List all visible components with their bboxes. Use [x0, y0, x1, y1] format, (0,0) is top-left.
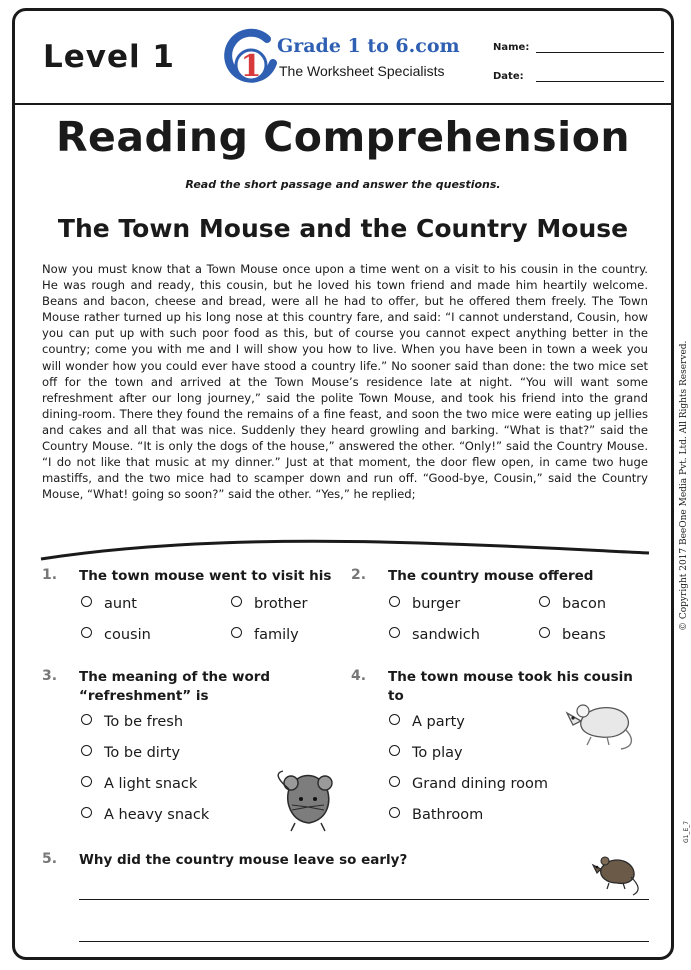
- option-label: bacon: [562, 596, 607, 612]
- radio-button[interactable]: [539, 627, 550, 638]
- level-label: Level 1: [43, 39, 175, 75]
- radio-button[interactable]: [81, 714, 92, 725]
- name-line[interactable]: [536, 52, 664, 53]
- question-5-number: 5.: [42, 851, 58, 867]
- radio-button[interactable]: [81, 627, 92, 638]
- worksheet-code: [679, 820, 691, 853]
- option-label: To be fresh: [104, 714, 184, 730]
- option-label: cousin: [104, 627, 151, 643]
- logo-subtitle: The Worksheet Specialists: [279, 63, 445, 79]
- name-field[interactable]: [493, 42, 529, 53]
- radio-button[interactable]: [81, 776, 92, 787]
- page-title: Reading Comprehension: [55, 113, 631, 161]
- question-2-option[interactable]: [539, 627, 606, 643]
- wavy-divider: [39, 537, 651, 563]
- story-title: The Town Mouse and the Country Mouse: [57, 214, 629, 243]
- option-label: Bathroom: [412, 807, 484, 823]
- radio-button[interactable]: [231, 627, 242, 638]
- option-label: burger: [412, 596, 461, 612]
- question-2-number: 2.: [351, 567, 367, 583]
- copyright-notice: [679, 340, 691, 711]
- radio-button[interactable]: [389, 714, 400, 725]
- question-4-option[interactable]: [389, 807, 483, 823]
- question-2-option[interactable]: [389, 627, 480, 643]
- date-label: Date:: [493, 71, 524, 82]
- option-label: A party: [412, 714, 465, 730]
- answer-line[interactable]: [79, 941, 649, 942]
- radio-button[interactable]: [389, 807, 400, 818]
- option-label: Grand dining room: [412, 776, 549, 792]
- option-label: beans: [562, 627, 606, 643]
- radio-button[interactable]: [389, 627, 400, 638]
- question-3-option[interactable]: [81, 776, 197, 792]
- option-label: To be dirty: [104, 745, 181, 761]
- question-3-option[interactable]: [81, 714, 183, 730]
- option-label: sandwich: [412, 627, 480, 643]
- question-1-option[interactable]: [231, 627, 299, 643]
- worksheet-header: [15, 11, 671, 105]
- question-5-text: Why did the country mouse leave so early?: [79, 852, 408, 868]
- radio-button[interactable]: [389, 745, 400, 756]
- question-2-text: The country mouse offered: [388, 568, 594, 584]
- question-1-option[interactable]: [81, 627, 151, 643]
- question-3-option[interactable]: [81, 745, 180, 761]
- grade-logo-icon: [223, 29, 283, 91]
- radio-button[interactable]: [81, 596, 92, 607]
- option-label: family: [254, 627, 299, 643]
- question-4-option[interactable]: [389, 714, 465, 730]
- date-field[interactable]: [493, 71, 524, 82]
- question-1-option[interactable]: [231, 596, 307, 612]
- question-4-number: 4.: [351, 668, 367, 684]
- option-label: A light snack: [104, 776, 198, 792]
- site-logo[interactable]: [223, 29, 473, 93]
- instructions: Read the short passage and answer the questions.: [185, 178, 501, 191]
- question-3-text: The meaning of the word “refreshment” is: [79, 669, 271, 704]
- question-3-number: 3.: [42, 668, 58, 684]
- question-3-option[interactable]: [81, 807, 209, 823]
- brown-mouse-icon: [589, 847, 645, 897]
- question-2-option[interactable]: [389, 596, 460, 612]
- question-4-text: The town mouse took his cousin to: [388, 669, 633, 704]
- logo-title: Grade 1 to 6.com: [277, 35, 460, 57]
- question-4-option[interactable]: [389, 776, 548, 792]
- radio-button[interactable]: [81, 745, 92, 756]
- answer-line[interactable]: [79, 899, 649, 900]
- question-1-text: The town mouse went to visit his: [79, 568, 332, 584]
- question-1-option[interactable]: [81, 596, 137, 612]
- radio-button[interactable]: [81, 807, 92, 818]
- gray-mouse-icon: [271, 769, 347, 839]
- radio-button[interactable]: [389, 776, 400, 787]
- option-label: brother: [254, 596, 308, 612]
- worksheet-code-text: G1_E_7: [683, 820, 690, 843]
- date-line[interactable]: [536, 81, 664, 82]
- worksheet-page: [12, 8, 690, 960]
- option-label: aunt: [104, 596, 137, 612]
- reading-passage: Now you must know that a Town Mouse once upon a time went on a visit to his cousin in the country. He was rough and ready, this cousin, but he loved his town friend and made him heartily welcome. Beans and bacon, cheese and bread, were all he had to offer, but he offered them freely. The Town Mouse rather turned up his long nose at this country fare, and said: “I cannot understand, Cousin, how you can put up with such poor food as this, but of course you cannot expect anything better in the country; come you with me and I will show you how to live. When you have been in town a week you will wonder how you could ever have stood a country life.” No sooner said than done: the two mice set off for the town and arrived at the Town Mouse’s residence late at night. “You will want some refreshment after our long journey,” said the polite Town Mouse, and took his friend into the grand dining-room. There they found the remains of a fine feast, and soon the two mice were eating up jellies and cakes and all that was nice. Suddenly they heard growling and barking. “What is that?” said the Country Mouse. “It is only the dogs of the house,” answered the other. “Only!” said the Country Mouse. “I do not like that music at my dinner.” Just at that moment, the door flew open, in came two huge mastiffs, and the two mice had to scamper down and run off. “Good-bye, Cousin,” said the Country Mouse, “What! going so soon?” said the other. “Yes,” he replied;: [42, 262, 648, 502]
- radio-button[interactable]: [539, 596, 550, 607]
- option-label: A heavy snack: [104, 807, 210, 823]
- question-2-option[interactable]: [539, 596, 606, 612]
- question-1-number: 1.: [42, 567, 58, 583]
- question-4-option[interactable]: [389, 745, 463, 761]
- copyright-text: © Copyright 2017 BeeOne Media Pvt. Ltd. All Rights Reserved.: [679, 340, 689, 631]
- logo-mark-text: 1: [240, 49, 262, 84]
- name-label: Name:: [493, 42, 530, 53]
- white-mouse-icon: [561, 691, 641, 753]
- radio-button[interactable]: [389, 596, 400, 607]
- option-label: To play: [412, 745, 463, 761]
- radio-button[interactable]: [231, 596, 242, 607]
